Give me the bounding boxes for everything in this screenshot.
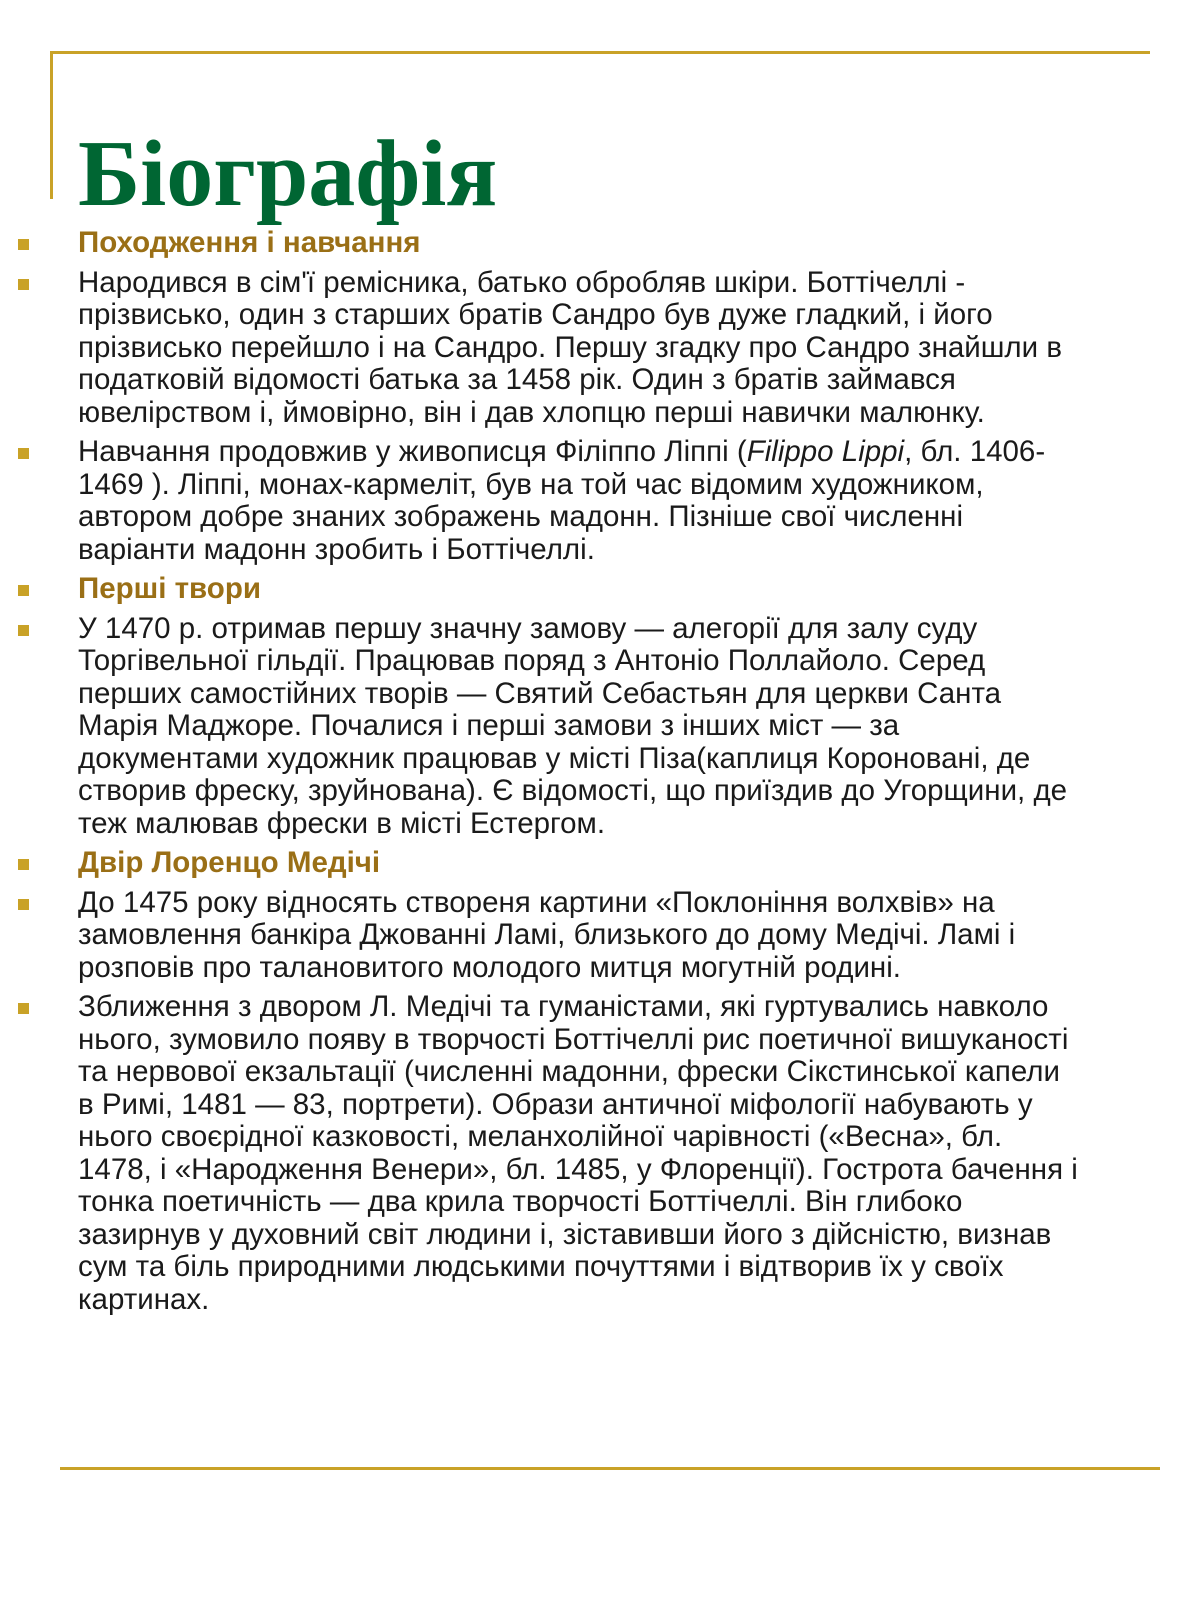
square-bullet-icon <box>18 585 29 596</box>
frame-top-line <box>50 51 1150 54</box>
paragraph-first-works <box>78 613 1080 841</box>
paragraph-education <box>78 436 1080 566</box>
section-heading-medici-court <box>78 847 1080 880</box>
frame-bottom-line <box>60 1467 1160 1470</box>
paragraph-text: Народився в сім'ї ремісника, батько обробляв шкіри. Боттічеллі - прізвисько, один з старших братів Сандро був дуже гладкий, і його прізвисько перейшло і на Сандро. Першу згадку про Сандро знайшли в податковій відомості батька за 1458 рік. Один з братів займався ювелірством і, ймовірно, він і дав хлопцю перші навички малюнку. <box>78 265 1062 429</box>
paragraph-text: Зближення з двором Л. Медічі та гуманістами, які гуртувались навколо нього, зумовило появу в творчості Боттічеллі рис поетичної вишуканості та нервової екзальтації (численні мадонни, фрески Сікстинської капели в Римі, 1481 — 83, портрети). Образи античної міфології набувають у нього своєрідної казковості, меланхолійної чарівності («Весна», бл. 1478, і «Народження Венери», бл. 1485, у Флоренції). Гострота бачення і тонка поетичність — два крила творчості Боттічеллі. Він глибоко зазирнув у духовний світ людини і, зіставивши його з дійсністю, визнав сум та біль природними людськими почуттями і відтворив їх у своїх картинах. <box>78 990 1078 1316</box>
section-heading-origin <box>78 227 1080 260</box>
square-bullet-icon <box>18 859 29 870</box>
section-heading-text: Походження і навчання <box>78 226 421 259</box>
section-heading-first-works <box>78 573 1080 606</box>
paragraph-birth <box>78 267 1080 430</box>
paragraph-text: До 1475 року відносять створеня картини «Поклоніння волхвів» на замовлення банкіра Джованні Ламі, близького до дому Медічі. Ламі і розповів про талановитого молодого митця могутній родині. <box>78 885 1016 984</box>
italic-name: Filippo Lippi <box>746 435 905 468</box>
square-bullet-icon <box>18 279 29 290</box>
paragraph-text-part: , бл. 1406-1469 ). Ліппі, монах-кармеліт, був на той час відомим художником, автором добре знаних зображень мадонн. Пізніше свої численні варіанти мадонн зробить і Боттічеллі. <box>78 435 1046 566</box>
paragraph-adoration <box>78 887 1080 985</box>
paragraph-humanists <box>78 991 1080 1316</box>
bullet-list <box>78 227 1080 1323</box>
square-bullet-icon <box>18 448 29 459</box>
square-bullet-icon <box>18 239 29 250</box>
square-bullet-icon <box>18 625 29 636</box>
square-bullet-icon <box>18 1003 29 1014</box>
paragraph-text: У 1470 р. отримав першу значну замову — алегорії для залу суду Торгівельної гільдії. Працював поряд з Антоніо Поллайоло. Серед перших самостійних творів — Святий Себастьян для церкви Санта Марія Маджоре. Почалися і перші замови з інших міст — за документами художник працював у місті Піза(каплиця Короновані, де створив фреску, зруйнована). Є відомості, що приїздив до Угорщини, де теж малював фрески в місті Естергом. <box>78 611 1068 840</box>
section-heading-text: Перші твори <box>78 572 261 605</box>
section-heading-text: Двір Лоренцо Медічі <box>78 846 381 879</box>
paragraph-text <box>78 436 1080 566</box>
frame-left-line <box>50 51 53 199</box>
page-title: Біографія <box>78 122 498 226</box>
paragraph-text-part: Навчання продовжив у живописця Філіппо Ліппі ( <box>78 435 747 468</box>
square-bullet-icon <box>18 899 29 910</box>
